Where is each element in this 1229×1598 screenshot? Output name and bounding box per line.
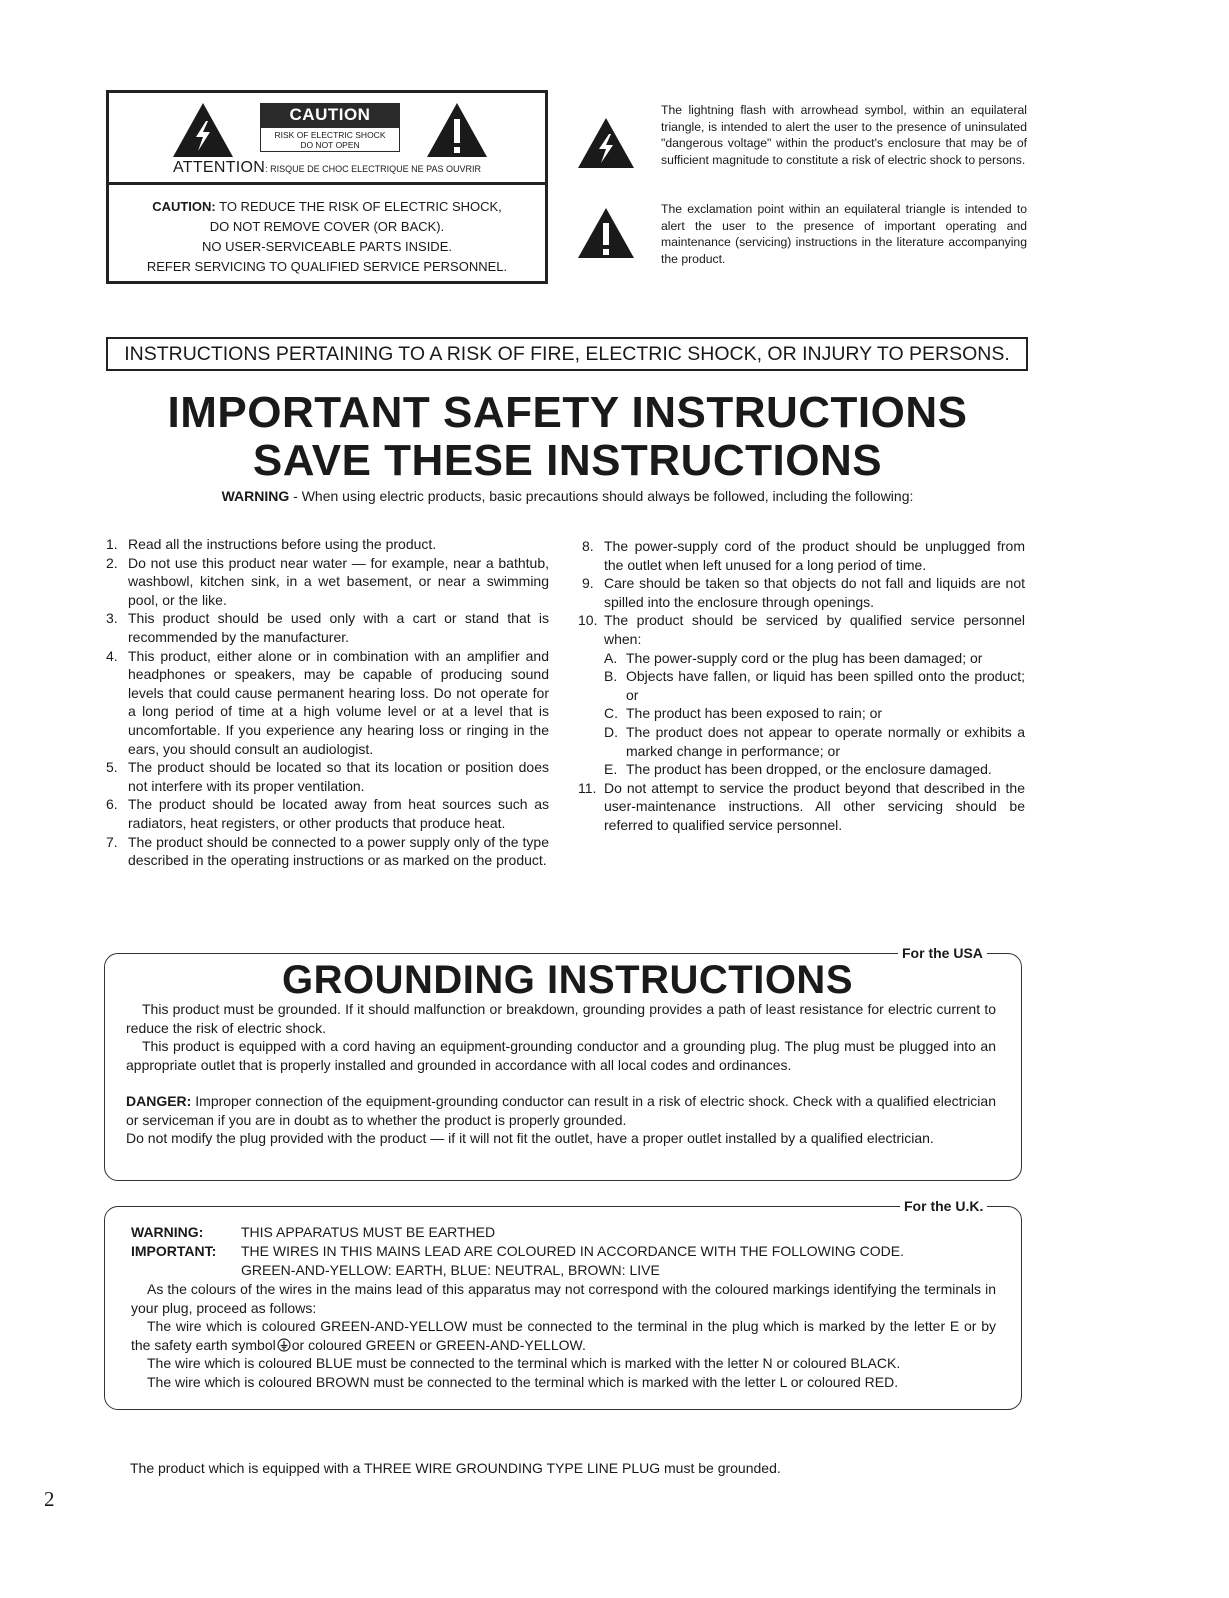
uk-tag: For the U.K. <box>900 1198 987 1214</box>
list-subitem: C. The product has been exposed to rain; or <box>604 705 883 722</box>
caution-statement-label: CAUTION: <box>152 199 216 214</box>
exclamation-warning-icon <box>425 101 489 159</box>
grounding-danger <box>126 1092 996 1129</box>
uk-paragraph-4: The wire which is coloured BROWN must be connected to the terminal which is marked with the letter L or coloured RED. <box>147 1373 899 1390</box>
exclamation-symbol-icon <box>576 206 636 260</box>
list-subitem: B. Objects have fallen, or liquid has been spilled onto the product; or <box>604 668 1025 703</box>
list-item: 7. The product should be connected to a power supply only of the type described in the operating instructions or as marked on the product. <box>106 833 549 869</box>
uk-warning-label: WARNING: <box>131 1224 204 1240</box>
grounding-paragraph-2: This product is equipped with a cord having an equipment-grounding conductor and a grounding plug. The plug must be plugged into an appropriate outlet that is properly installed and grounded in accordance with all local codes and ordinances. <box>126 1038 996 1073</box>
list-item: 10. The product should be serviced by qualified service personnel when: A. The power-supply cord or the plug has been damaged; or B. Objects have fallen, or liquid has been spilled onto the product; or C. The product has been exposed to rain; or D. The product does not appear to operate normally or exhibits a marked change in performance; or E. The product has been dropped, or the enclosure damaged. <box>578 612 1025 778</box>
list-item: 2. Do not use this product near water — for example, near a bathtub, washbowl, kitchen sink, in a wet basement, or near a swimming pool, or the like. <box>106 554 549 608</box>
important-safety-title: IMPORTANT SAFETY INSTRUCTIONS <box>167 388 968 437</box>
page-number: 2 <box>44 1487 55 1511</box>
caution-badge-line1: RISK OF ELECTRIC SHOCK <box>274 130 386 140</box>
caution-badge <box>260 103 400 153</box>
caution-statement-line4: REFER SERVICING TO QUALIFIED SERVICE PERSONNEL. <box>146 259 508 274</box>
uk-important-label: IMPORTANT: <box>131 1243 217 1259</box>
uk-code-line: GREEN-AND-YELLOW: EARTH, BLUE: NEUTRAL, BROWN: LIVE <box>241 1262 660 1278</box>
save-instructions-title: SAVE THESE INSTRUCTIONS <box>252 436 883 485</box>
attention-french-text: : RISQUE DE CHOC ELECTRIQUE NE PAS OUVRIR <box>265 164 482 174</box>
caution-label-header <box>109 93 545 185</box>
safety-list-right <box>578 537 1025 835</box>
grounding-paragraph-1: This product must be grounded. If it should malfunction or breakdown, grounding provides a path of least resistance for electric current to reduce the risk of electric shock. <box>126 1001 996 1036</box>
risk-instructions-bar: INSTRUCTIONS PERTAINING TO A RISK OF FIRE, ELECTRIC SHOCK, OR INJURY TO PERSONS. <box>106 337 1028 371</box>
list-item: 8. The power-supply cord of the product should be unplugged from the outlet when left unused for a long period of time. <box>582 538 1025 573</box>
lightning-symbol-explanation: The lightning flash with arrowhead symbol, within an equilateral triangle, is intended to alert the user to the presence of uninsulated "dangerous voltage" within the product's enclosure that may be of sufficient magnitude to constitute a risk of electric shock to persons. <box>661 103 1027 167</box>
attention-line <box>109 159 545 177</box>
caution-label-box <box>106 90 548 284</box>
caution-statement-line2: DO NOT REMOVE COVER (OR BACK). <box>209 219 445 234</box>
grounding-title: GROUNDING INSTRUCTIONS <box>282 958 853 1002</box>
list-item: 3. This product should be used only with a cart or stand that is recommended by the manufacturer. <box>106 610 549 645</box>
danger-text: Improper connection of the equipment-grounding conductor can result in a risk of electric shock. Check with a qualified electrician or serviceman if you are in doubt as to whether the product is properly grounded. <box>126 1093 996 1128</box>
caution-statement <box>109 197 545 277</box>
list-subitem: A. The power-supply cord or the plug has been damaged; or <box>604 649 983 666</box>
caution-badge-title: CAUTION <box>260 103 400 127</box>
uk-warning-text: THIS APPARATUS MUST BE EARTHED <box>241 1224 496 1240</box>
caution-badge-line2: DO NOT OPEN <box>300 140 360 150</box>
list-item: 11. Do not attempt to service the product beyond that described in the user-maintenance instructions. All other servicing should be referred to qualified service personnel. <box>578 779 1025 833</box>
list-item: 1. Read all the instructions before using the product. <box>106 536 437 552</box>
list-item: 6. The product should be located away from heat sources such as radiators, heat registers, or other products that produce heat. <box>106 796 549 831</box>
earth-symbol-icon <box>277 1338 291 1352</box>
grounding-body <box>126 1000 996 1148</box>
list-item: 4. This product, either alone or in combination with an amplifier and headphones or speakers, may be capable of producing sound levels that could cause permanent hearing loss. Do not operate for a long period of time at a high volume level or at a level that is uncomfortable. If you experience any hearing loss or ringing in the ears, you should consult an audiologist. <box>106 647 549 757</box>
grounding-paragraph-4: Do not modify the plug provided with the product — if it will not fit the outlet, have a proper outlet installed by a qualified electrician. <box>126 1130 934 1146</box>
lightning-warning-icon <box>171 101 235 159</box>
uk-important-text: THE WIRES IN THIS MAINS LEAD ARE COLOURED IN ACCORDANCE WITH THE FOLLOWING CODE. <box>241 1243 905 1259</box>
warning-intro <box>0 488 1135 504</box>
list-subitem: D. The product does not appear to operate normally or exhibits a marked change in performance; or <box>604 723 1025 759</box>
exclamation-symbol-explanation: The exclamation point within an equilateral triangle is intended to alert the user to the presence of important operating and maintenance (servicing) instructions in the literature accompanying the product. <box>661 202 1027 266</box>
warning-intro-text: - When using electric products, basic precautions should always be followed, including the following: <box>289 488 914 504</box>
caution-statement-line1: TO REDUCE THE RISK OF ELECTRIC SHOCK, <box>219 199 502 214</box>
list-subitem: E. The product has been dropped, or the enclosure damaged. <box>604 761 992 778</box>
uk-label-table <box>131 1223 996 1280</box>
warning-label: WARNING <box>221 488 290 504</box>
uk-paragraph-1: As the colours of the wires in the mains lead of this apparatus may not correspond with the coloured markings identifying the terminals in your plug, proceed as follows: <box>131 1281 996 1316</box>
uk-paragraph-2: The wire which is coloured GREEN-AND-YELLOW must be connected to the terminal in the plug which is marked by the letter E or by the safety earth symbol or coloured GREEN or GREEN-AND-YELLOW. <box>131 1318 996 1353</box>
list-item: 5. The product should be located so that its location or position does not interfere with its proper ventilation. <box>106 759 549 794</box>
list-item: 9. Care should be taken so that objects do not fall and liquids are not spilled into the enclosure through openings. <box>582 575 1025 610</box>
lightning-symbol-icon <box>576 116 636 170</box>
uk-body <box>131 1223 996 1391</box>
caution-statement-line3: NO USER-SERVICEABLE PARTS INSIDE. <box>202 239 452 254</box>
attention-word: ATTENTION <box>172 159 266 176</box>
three-wire-plug-note: The product which is equipped with a THREE WIRE GROUNDING TYPE LINE PLUG must be grounded. <box>130 1460 781 1476</box>
caution-badge-subtitle <box>260 127 400 152</box>
uk-paragraph-3: The wire which is coloured BLUE must be connected to the terminal which is marked with the letter N or coloured BLACK. <box>147 1355 901 1371</box>
danger-label: DANGER: <box>126 1093 192 1109</box>
usa-tag: For the USA <box>898 945 987 961</box>
safety-list-left <box>106 535 549 870</box>
